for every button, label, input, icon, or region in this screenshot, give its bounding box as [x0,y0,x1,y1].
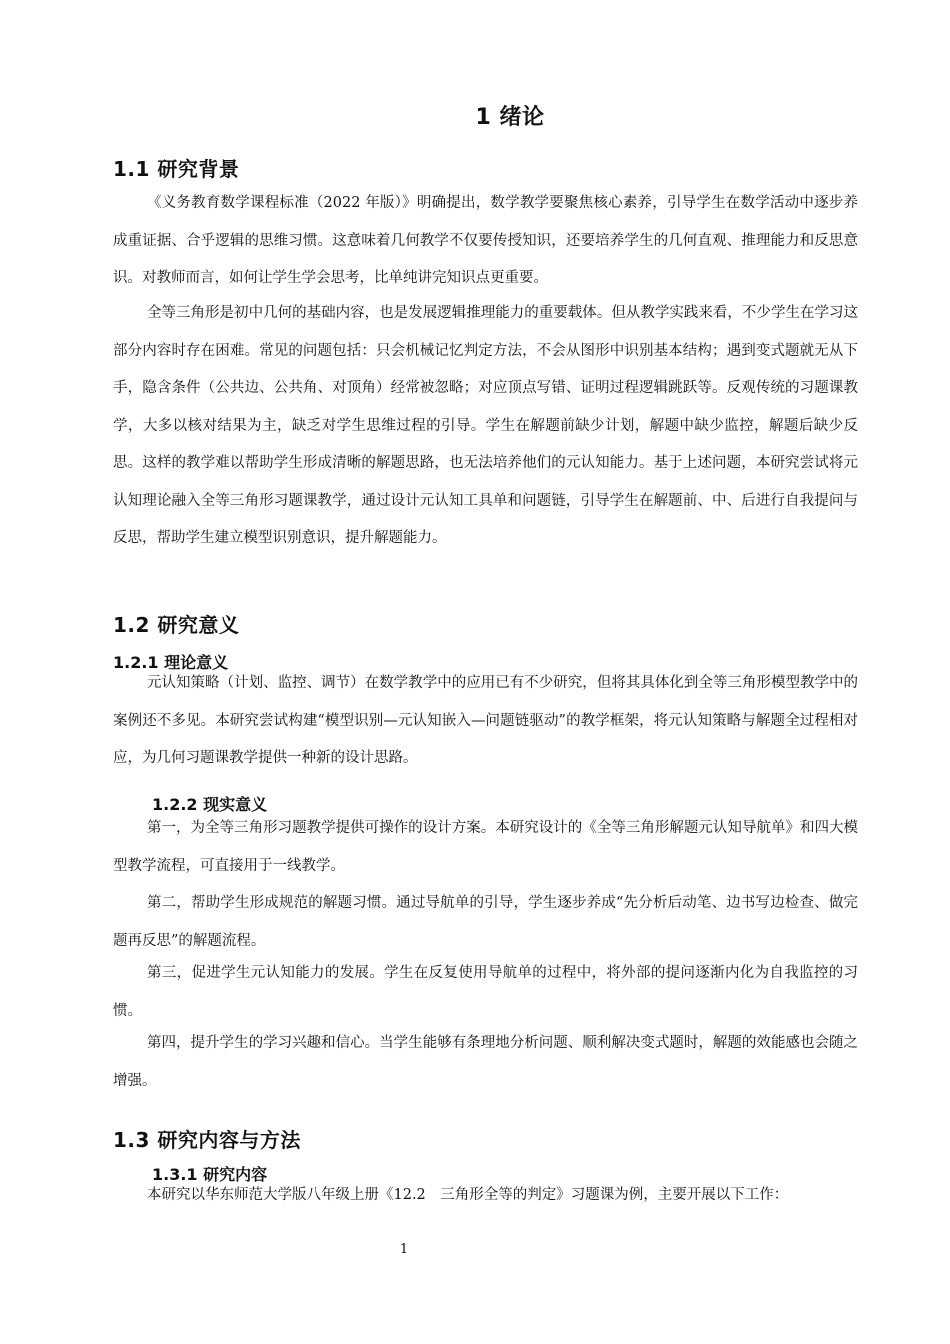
section-heading-1-3: 1.3 研究内容与方法 [113,1128,301,1152]
subsection-heading-1-3-1: 1.3.1 研究内容 [152,1165,268,1184]
paragraph: 《义务教育数学课程标准（2022 年版）》明确提出，数学教学要聚焦核心素养，引导学生在数学活动中逐步养成重证据、合乎逻辑的思维习惯。这意味着几何教学不仅要传授知识，还要培养学生的几何直观、推理能力和反思意识。对教师而言，如何让学生学会思考，比单纯讲完知识点更重要。 [113,195,858,286]
subsection-heading-1-2-2: 1.2.2 现实意义 [152,795,268,814]
section-heading-1-2: 1.2 研究意义 [113,613,240,637]
chapter-title: 1 绪论 [475,105,545,130]
page-number: 1 [399,1242,409,1257]
subsection-heading-1-2-1: 1.2.1 理论意义 [113,653,229,672]
paragraph: 本研究以华东师范大学版八年级上册《12.2 三角形全等的判定》习题课为例，主要开展以下工作： [147,1187,789,1203]
paragraph: 第三，促进学生元认知能力的发展。学生在反复使用导航单的过程中，将外部的提问逐渐内化为自我监控的习惯。 [113,965,858,1019]
paragraph: 第一，为全等三角形习题教学提供可操作的设计方案。本研究设计的《全等三角形解题元认知导航单》和四大模型教学流程，可直接用于一线教学。 [113,820,858,874]
section-heading-1-1: 1.1 研究背景 [113,157,240,181]
paragraph: 第二，帮助学生形成规范的解题习惯。通过导航单的引导，学生逐步养成“先分析后动笔、边书写边检查、做完题再反思”的解题流程。 [113,895,858,949]
paragraph: 第四，提升学生的学习兴趣和信心。当学生能够有条理地分析问题、顺利解决变式题时，解题的效能感也会随之增强。 [113,1035,858,1089]
paragraph: 元认知策略（计划、监控、调节）在数学教学中的应用已有不少研究，但将其具体化到全等三角形模型教学中的案例还不多见。本研究尝试构建“模型识别—元认知嵌入—问题链驱动”的教学框架，将元认知策略与解题全过程相对应，为几何习题课教学提供一种新的设计思路。 [113,675,858,766]
paragraph: 全等三角形是初中几何的基础内容，也是发展逻辑推理能力的重要载体。但从教学实践来看，不少学生在学习这部分内容时存在困难。常见的问题包括：只会机械记忆判定方法，不会从图形中识别基本结构；遇到变式题就无从下手，隐含条件（公共边、公共角、对顶角）经常被忽略；对应顶点写错、证明过程逻辑跳跃等。反观传统的习题课教学，大多以核对结果为主，缺乏对学生思维过程的引导。学生在解题前缺少计划，解题中缺少监控，解题后缺少反思。这样的教学难以帮助学生形成清晰的解题思路，也无法培养他们的元认知能力。基于上述问题，本研究尝试将元认知理论融入全等三角形习题课教学，通过设计元认知工具单和问题链，引导学生在解题前、中、后进行自我提问与反思，帮助学生建立模型识别意识，提升解题能力。 [113,305,858,546]
